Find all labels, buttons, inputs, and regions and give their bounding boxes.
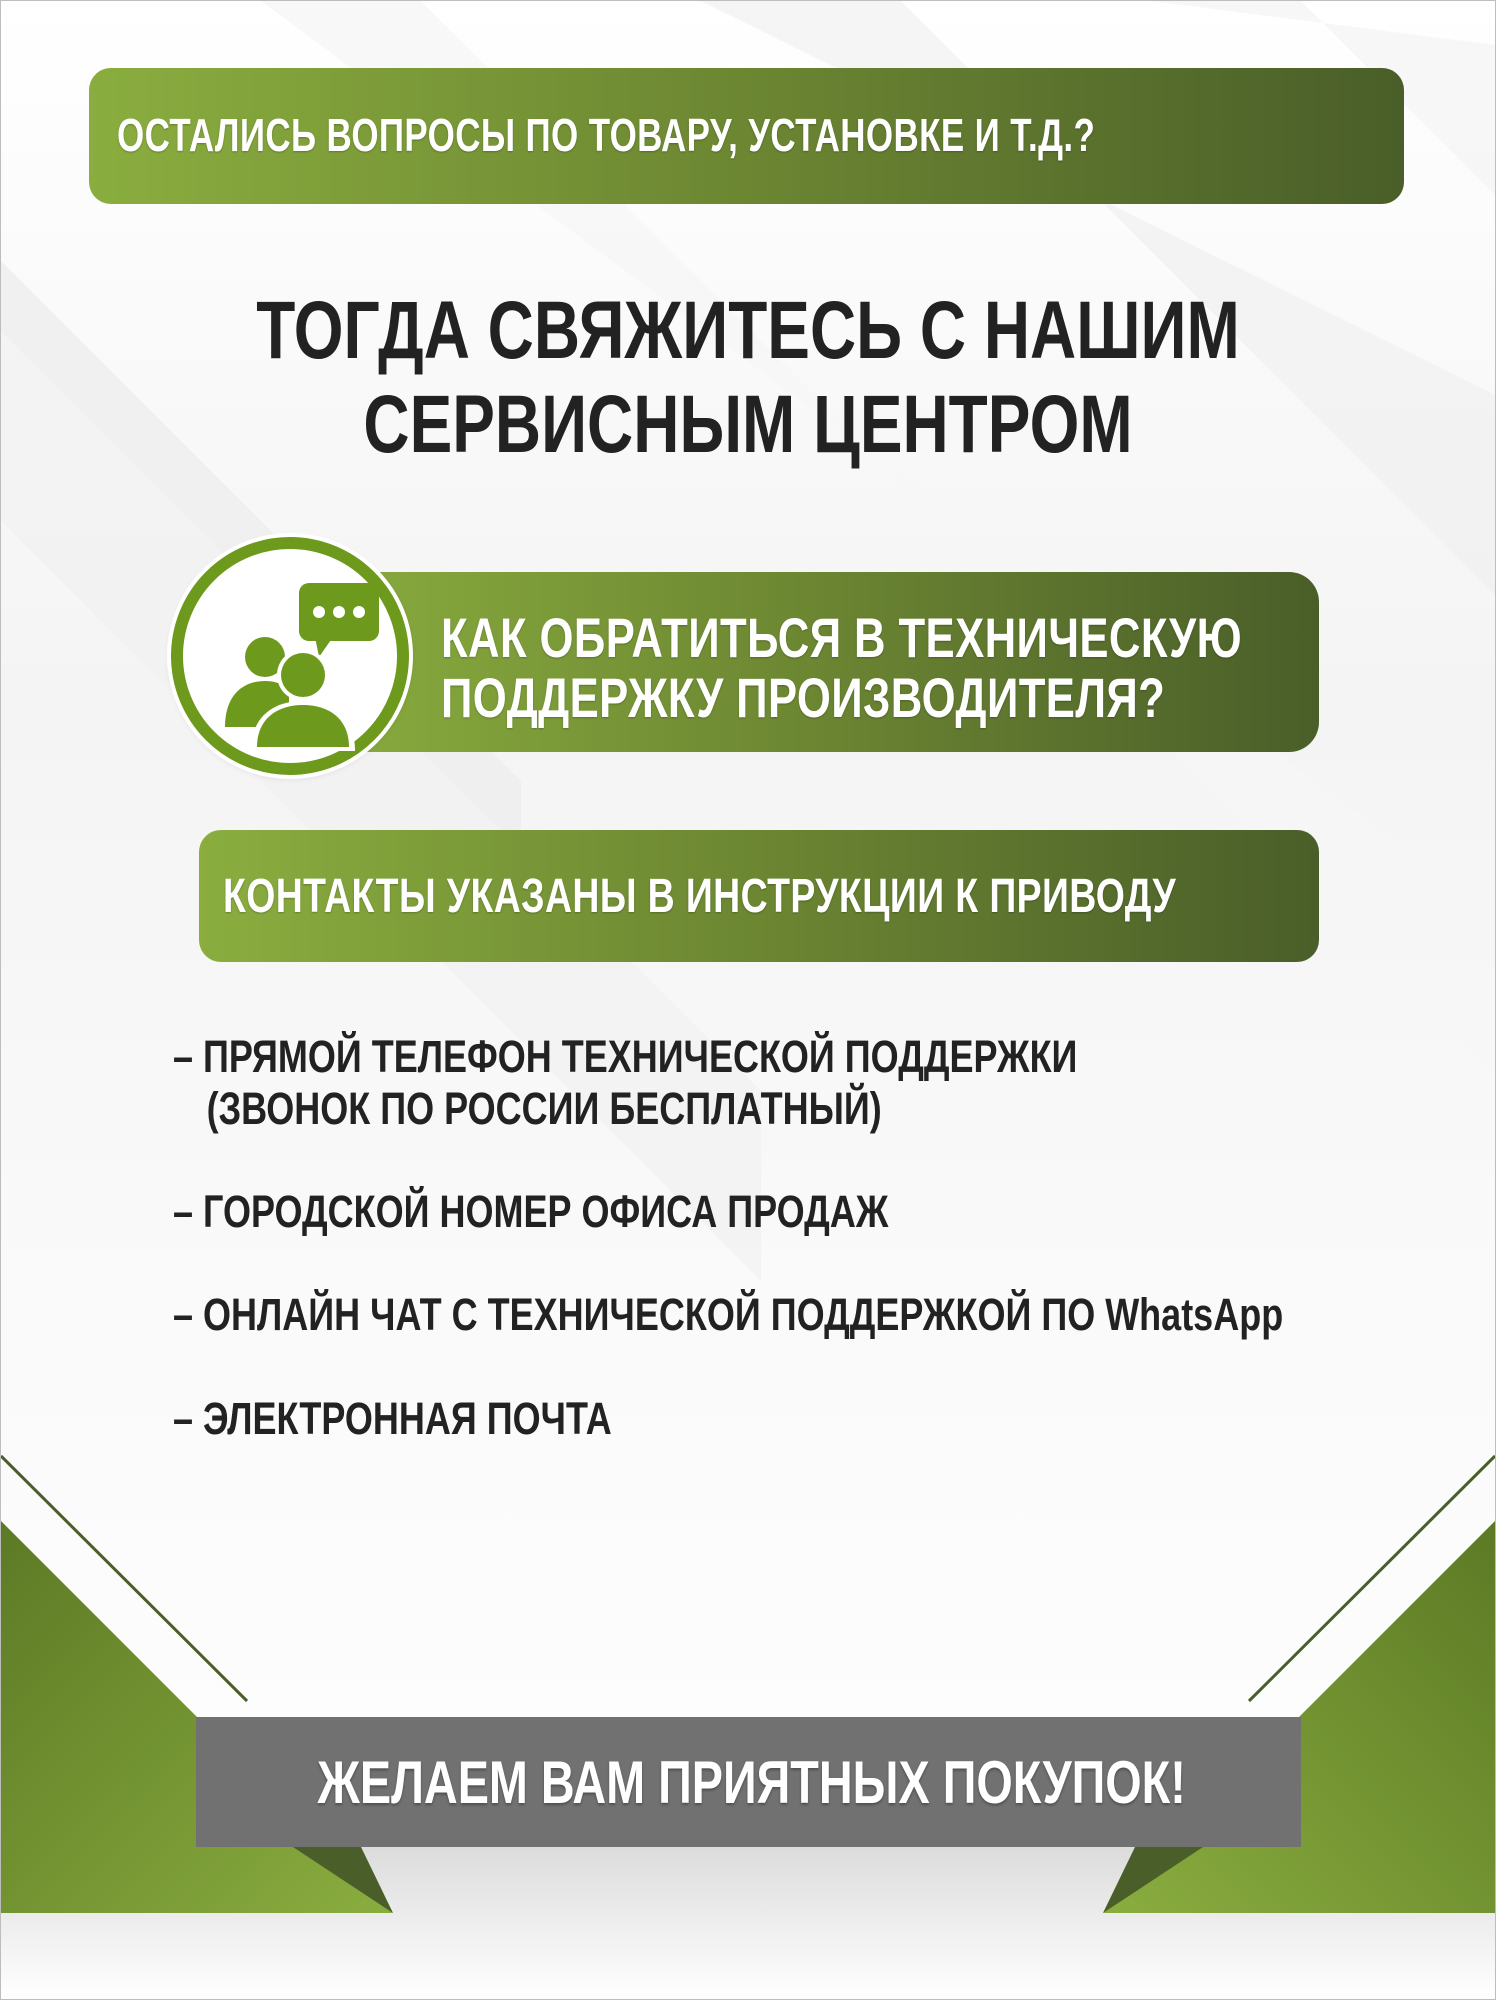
support-line-1: КАК ОБРАТИТЬСЯ В ТЕХНИЧЕСКУЮ (441, 606, 1242, 669)
headline-line-2: СЕРВИСНЫМ ЦЕНТРОМ (363, 379, 1133, 470)
list-item-line: – ПРЯМОЙ ТЕЛЕФОН ТЕХНИЧЕСКОЙ ПОДДЕРЖКИ (173, 1031, 1078, 1082)
list-item-line: – ГОРОДСКОЙ НОМЕР ОФИСА ПРОДАЖ (173, 1186, 889, 1237)
list-item-line: – ЭЛЕКТРОННАЯ ПОЧТА (173, 1393, 612, 1444)
header-question-text: ОСТАЛИСЬ ВОПРОСЫ ПО ТОВАРУ, УСТАНОВКЕ И Т.Д.? (117, 109, 1096, 161)
headline-line-1: ТОГДА СВЯЖИТЕСЬ С НАШИМ (256, 285, 1240, 376)
bottom-decoration (1, 1, 1495, 1999)
list-item-line-continued: (ЗВОНОК ПО РОССИИ БЕСПЛАТНЫЙ) (206, 1083, 882, 1134)
support-line-2: ПОДДЕРЖКУ ПРОИЗВОДИТЕЛЯ? (441, 666, 1166, 729)
list-item-line: – ОНЛАЙН ЧАТ С ТЕХНИЧЕСКОЙ ПОДДЕРЖКОЙ ПО WhatsApp (173, 1289, 1284, 1340)
footer-banner (196, 1717, 1301, 1847)
footer-text: ЖЕЛАЕМ ВАМ ПРИЯТНЫХ ПОКУПОК! (317, 1749, 1186, 1816)
contacts-text: КОНТАКТЫ УКАЗАНЫ В ИНСТРУКЦИИ К ПРИВОДУ (223, 870, 1177, 923)
